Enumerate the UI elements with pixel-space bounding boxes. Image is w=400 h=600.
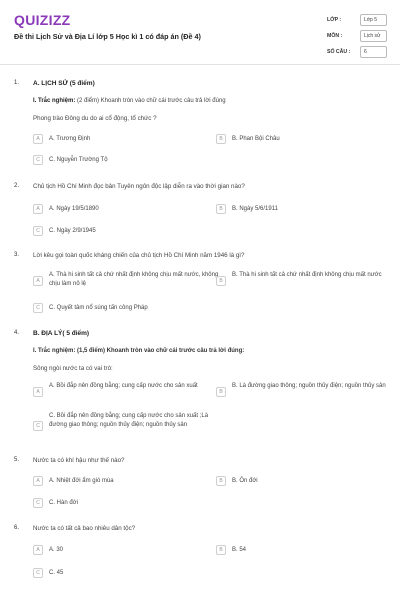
worksheet-header — [0, 0, 400, 70]
option-c[interactable] — [33, 411, 218, 441]
option-a[interactable] — [33, 545, 213, 557]
option-c[interactable] — [33, 568, 213, 580]
option-letter-badge: C — [33, 303, 43, 313]
quizizz-logo: QUIZIZZ — [14, 12, 71, 28]
option-text: C. Ngày 2/9/1945 — [49, 228, 96, 234]
option-letter-badge: C — [33, 226, 43, 236]
option-text: A. Nhiệt đới ẩm gió mùa — [49, 478, 114, 484]
question-number: 2. — [14, 183, 20, 189]
instruction-text: (2 điểm) Khoanh tròn vào chữ cái trước câu trả lời đúng — [75, 98, 226, 104]
option-b[interactable] — [216, 134, 391, 146]
option-text: B. Ôn đới — [232, 478, 258, 484]
option-text: A. 30 — [49, 547, 64, 553]
option-letter-badge: B — [216, 387, 226, 397]
question-number: 3. — [14, 252, 20, 258]
question-text: Lời kêu gọi toàn quốc kháng chiến của chủ tịch Hồ Chí Minh năm 1946 là gì? — [33, 252, 245, 259]
option-text: C. Quyết tâm nổ súng tấn công Pháp — [49, 305, 148, 311]
option-text: C. Nguyễn Trường Tộ — [49, 157, 108, 163]
option-a[interactable] — [33, 270, 218, 292]
option-text: A. Bồi đắp nên đồng bằng; cung cấp nước cho sản xuất — [49, 383, 198, 389]
meta-row-subject — [300, 30, 390, 46]
option-c[interactable] — [33, 155, 213, 167]
question-number: 4. — [14, 330, 20, 336]
option-letter-badge: B — [216, 476, 226, 486]
option-a[interactable] — [33, 476, 213, 488]
instruction: I. Trắc nghiệm: (1,5 điểm) Khoanh tròn vào chữ cái trước câu trả lời đúng: — [33, 348, 245, 354]
meta-label: SỐ CÂU : — [327, 49, 351, 55]
option-letter-badge: A — [33, 387, 43, 397]
question-text: Sông ngòi nước ta có vai trò: — [33, 365, 113, 372]
question-number: 1. — [14, 80, 20, 86]
option-text: B. Thà hi sinh tất cả chứ nhất định không chịu mất nước — [232, 272, 382, 278]
option-letter-badge: C — [33, 498, 43, 508]
option-text: B. Ngày 5/6/1911 — [232, 206, 278, 212]
section-heading: A. LỊCH SỬ (5 điểm) — [33, 80, 95, 87]
option-text: C. 45 — [49, 570, 64, 576]
question-text: Nước ta có tất cả bao nhiêu dân tộc? — [33, 525, 136, 532]
option-text: C. Bồi đắp nên đồng bằng; cung cấp nước cho sản xuất ;Là đường giao thông; nguồn thủy điện; nguồn thủy sản — [49, 413, 209, 428]
option-letter-badge: A — [33, 134, 43, 144]
option-letter-badge: B — [216, 545, 226, 555]
option-letter-badge: C — [33, 155, 43, 165]
option-letter-badge: A — [33, 276, 43, 286]
instruction — [33, 98, 388, 104]
section-heading: B. ĐỊA LÝ( 5 điểm) — [33, 330, 90, 337]
meta-value-field: 6 — [360, 46, 387, 58]
option-letter-badge: C — [33, 568, 43, 578]
worksheet-meta — [300, 14, 390, 62]
option-letter-badge: B — [216, 204, 226, 214]
question-text: Chủ tịch Hồ Chí Minh đọc bản Tuyên ngôn độc lập diễn ra vào thời gian nào? — [33, 183, 245, 190]
option-text: A. Ngày 19/5/1890 — [49, 206, 99, 212]
question-text: Nước ta có khí hậu như thế nào? — [33, 457, 125, 464]
option-letter-badge: B — [216, 276, 226, 286]
option-letter-badge: B — [216, 134, 226, 144]
option-c[interactable] — [33, 303, 218, 315]
meta-label: MÔN : — [327, 33, 343, 39]
option-b[interactable] — [216, 545, 391, 557]
instruction-label: I. Trắc nghiệm: — [33, 98, 76, 104]
header-divider — [0, 64, 400, 65]
option-a[interactable] — [33, 381, 218, 403]
option-letter-badge: C — [33, 421, 43, 431]
option-c[interactable] — [33, 226, 213, 238]
option-c[interactable] — [33, 498, 213, 510]
option-a[interactable] — [33, 204, 213, 216]
option-letter-badge: A — [33, 476, 43, 486]
option-text: B. 54 — [232, 547, 247, 553]
question-number: 6. — [14, 525, 20, 531]
option-b[interactable] — [216, 476, 391, 488]
option-text: B. Phan Bội Châu — [232, 136, 280, 142]
option-text: B. Là đường giao thông; nguồn thủy điện; nguồn thủy sản — [232, 383, 386, 389]
option-text: C. Hàn đới — [49, 500, 78, 506]
meta-row-count — [300, 46, 390, 62]
option-b[interactable] — [216, 381, 396, 403]
question-text: Phong trào Đông du do ai cổ động, tổ chức ? — [33, 115, 157, 122]
question-number: 5. — [14, 457, 20, 463]
option-letter-badge: A — [33, 204, 43, 214]
meta-label: LỚP : — [327, 17, 342, 23]
option-a[interactable] — [33, 134, 213, 146]
meta-value-field: Lịch sử — [360, 30, 387, 42]
option-text: A. Trương Định — [49, 136, 91, 142]
option-b[interactable] — [216, 204, 391, 216]
page-title: Đề thi Lịch Sử và Địa Lí lớp 5 Học kì 1 có đáp án (Đề 4) — [14, 32, 201, 41]
option-text: A. Thà hi sinh tất cả chứ nhất định không chịu mất nước, không chịu làm nô lệ — [49, 272, 219, 287]
option-letter-badge: A — [33, 545, 43, 555]
option-b[interactable] — [216, 270, 396, 292]
meta-value-field: Lớp 5 — [360, 14, 387, 26]
meta-row-class — [300, 14, 390, 30]
